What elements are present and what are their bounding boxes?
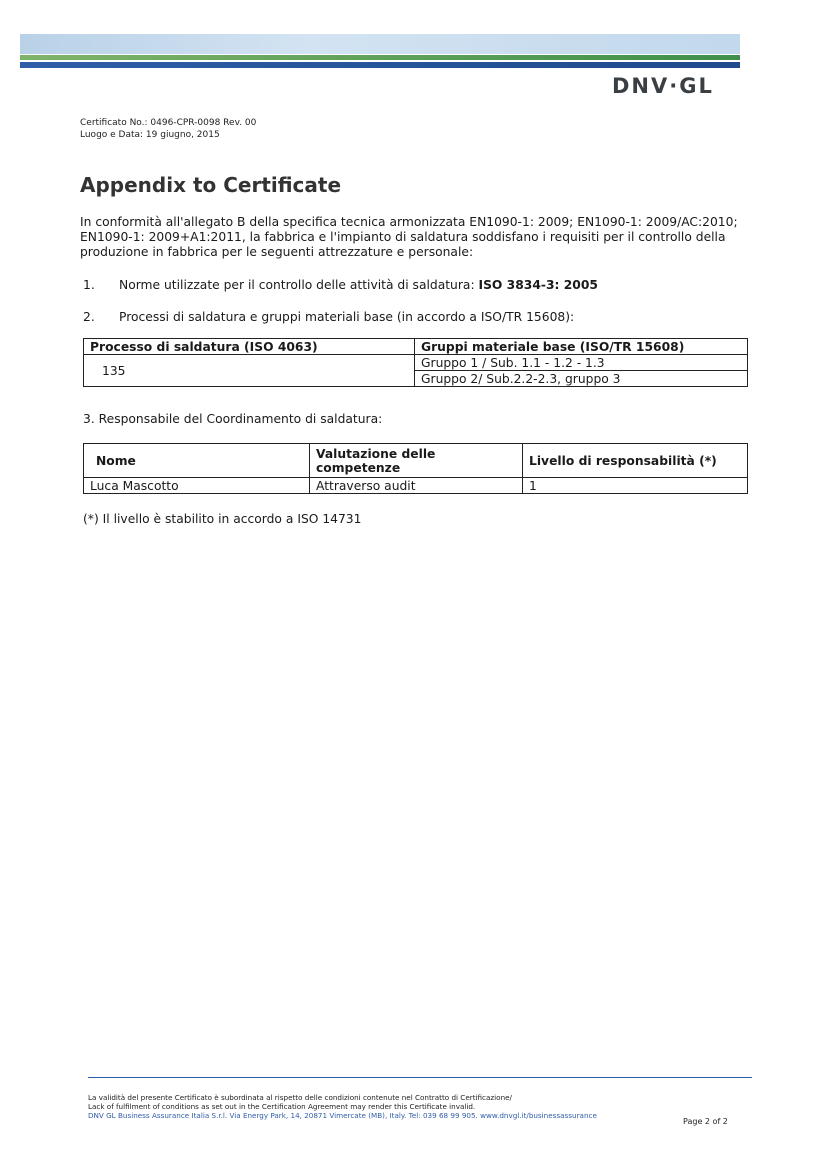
table-row [84,478,748,494]
footer-validity-en: Lack of fulfilment of conditions as set out in the Certification Agreement may render this Certificate invalid. [88,1102,476,1111]
coordinator-table [83,443,748,494]
item-text: Norme utilizzate per il controllo delle attività di saldatura: [119,278,479,292]
intro-paragraph: In conformità all'allegato B della specifica tecnica armonizzata EN1090-1: 2009; EN1090-1: 2009/AC:2010; EN1090-1: 2009+A1:2011, la fabbrica e l'impianto di saldatura soddisfano i requisiti per il controllo della produzione in fabbrica per le seguenti attrezzature e personale: [80,215,738,259]
header-band-green [20,55,740,60]
name-cell: Luca Mascotto [84,478,310,494]
footer-company-address: DNV GL Business Assurance Italia S.r.l. Via Energy Park, 14, 20871 Vimercate (MB), Italy. Tel: 039 68 99 905. www.dnvgl.it/businessassurance [88,1111,597,1120]
table-row [84,355,748,371]
certificate-meta [80,117,256,141]
header-band-light [20,34,740,54]
group-cell: Gruppo 1 / Sub. 1.1 - 1.2 - 1.3 [415,355,748,371]
header-groups: Gruppi materiale base (ISO/TR 15608) [415,339,748,355]
page-title: Appendix to Certificate [80,173,342,197]
header-level: Livello di responsabilità (*) [523,444,748,478]
group-cell: Gruppo 2/ Sub.2.2-2.3, gruppo 3 [415,371,748,387]
section-3-heading: 3. Responsabile del Coordinamento di saldatura: [83,412,383,426]
page-number: Page 2 of 2 [683,1117,728,1126]
item-1 [83,278,598,292]
item-standard: ISO 3834-3: 2005 [478,278,598,292]
table-header-row [84,444,748,478]
header-name: Nome [84,444,310,478]
footnote: (*) Il livello è stabilito in accordo a ISO 14731 [83,512,362,526]
dnvgl-logo: DNV·GL [612,74,714,98]
item-text: Processi di saldatura e gruppi materiali base (in accordo a ISO/TR 15608): [119,310,575,324]
item-number: 2. [83,310,95,324]
process-cell: 135 [84,355,415,387]
footer-validity-it: La validità del presente Certificato è subordinata al rispetto delle condizioni contenute nel Contratto di Certificazione/ [88,1093,512,1102]
footer [88,1093,597,1120]
evaluation-cell: Attraverso audit [310,478,523,494]
item-number: 1. [83,278,95,292]
header-process: Processo di saldatura (ISO 4063) [84,339,415,355]
level-cell: 1 [523,478,748,494]
place-date: Luogo e Data: 19 giugno, 2015 [80,130,220,140]
welding-process-table [83,338,748,387]
certificate-number: Certificato No.: 0496-CPR-0098 Rev. 00 [80,118,257,128]
item-2 [83,310,574,324]
header-band-blue [20,62,740,68]
header-evaluation: Valutazione delle competenze [310,444,523,478]
table-header-row [84,339,748,355]
footer-divider [88,1077,752,1078]
